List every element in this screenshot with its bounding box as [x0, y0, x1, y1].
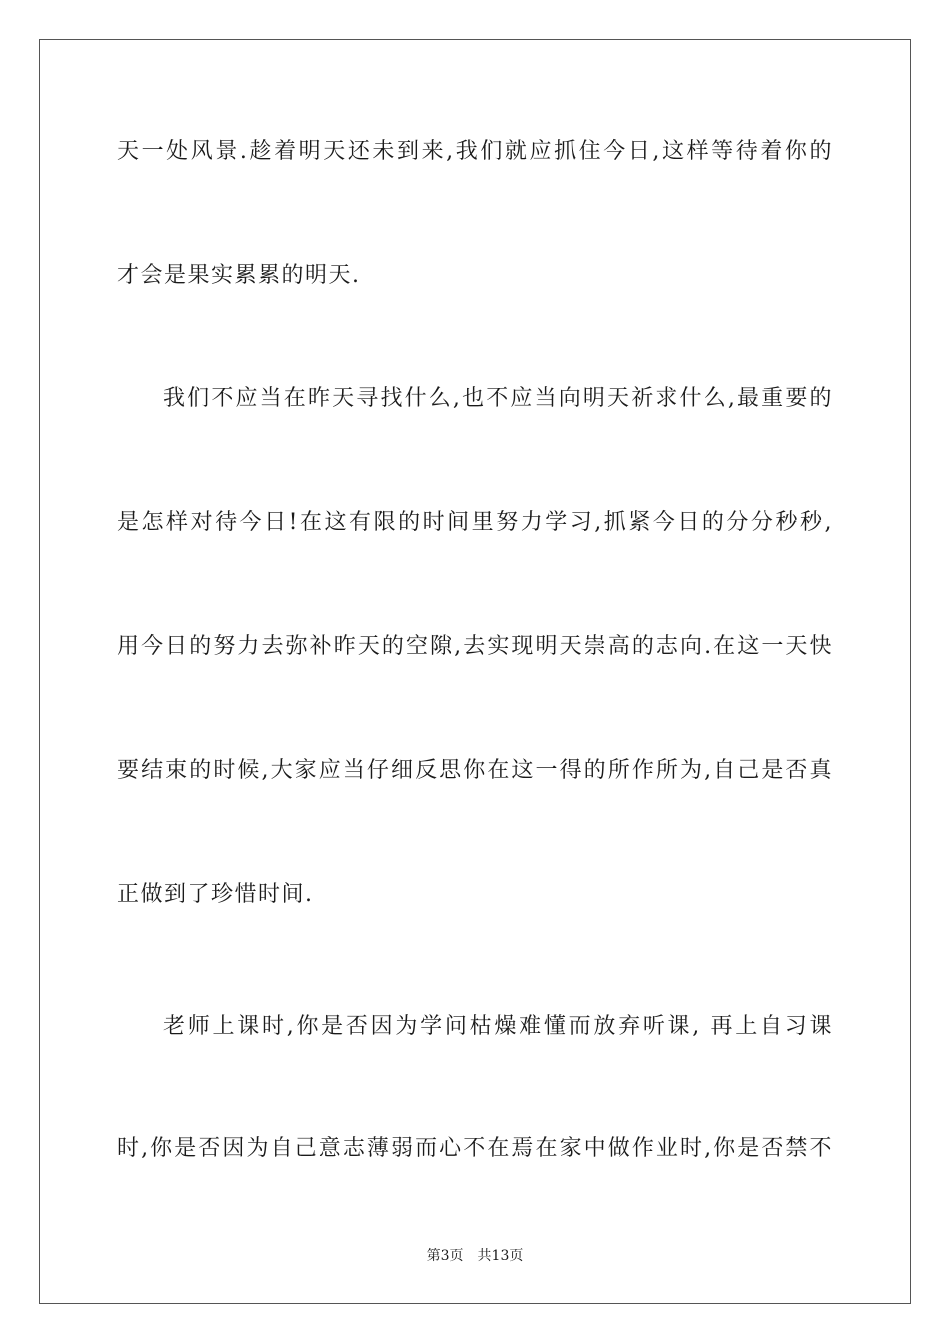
body-line-3: 我们不应当在昨天寻找什么,也不应当向明天祈求什么,最重要的 — [163, 386, 833, 411]
body-line-9: 时,你是否因为自己意志薄弱而心不在焉在家中做作业时,你是否禁不 — [117, 1136, 833, 1161]
body-line-5: 用今日的努力去弥补昨天的空隙,去实现明天崇高的志向.在这一天快 — [117, 634, 833, 659]
body-line-6: 要结束的时候,大家应当仔细反思你在这一得的所作所为,自己是否真 — [117, 758, 833, 783]
page-footer — [0, 1246, 950, 1266]
body-line-8: 老师上课时,你是否因为学问枯燥难懂而放弃听课, 再上自习课 — [163, 1014, 833, 1039]
page-total: 共13页 — [477, 1248, 524, 1264]
page-border — [39, 39, 911, 1304]
body-line-2: 才会是果实累累的明天. — [117, 263, 361, 288]
body-line-7: 正做到了珍惜时间. — [117, 882, 314, 907]
body-line-4: 是怎样对待今日!在这有限的时间里努力学习,抓紧今日的分分秒秒, — [117, 510, 833, 535]
page-number: 第3页 — [426, 1248, 464, 1264]
body-line-1: 天一处风景.趁着明天还未到来,我们就应抓住今日,这样等待着你的 — [117, 139, 833, 164]
